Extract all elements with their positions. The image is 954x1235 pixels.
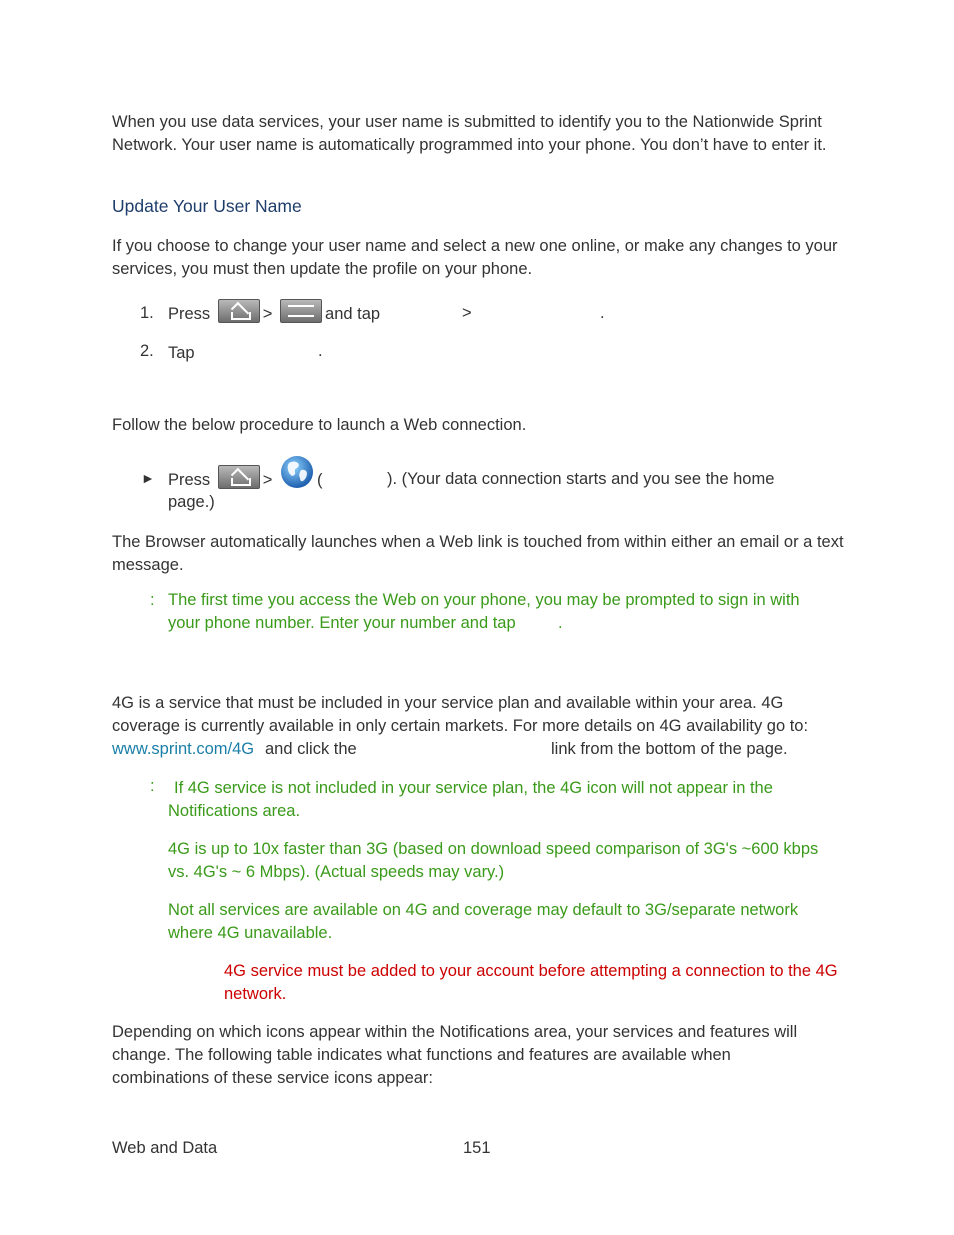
home-key-icon-2: [218, 465, 260, 489]
step-1-number: 1.: [140, 304, 154, 322]
launch-paragraph: Follow the below procedure to launch a Web connection.: [112, 416, 527, 434]
home-key-icon: [218, 299, 260, 323]
sprint-4g-link[interactable]: www.sprint.com/4G: [112, 740, 255, 758]
note-1-colon: :: [150, 591, 155, 609]
fourg-line-1: 4G is a service that must be included in your service plan and available within your area. 4G: [112, 694, 784, 712]
step-1-press: Press: [168, 305, 211, 323]
browser-globe-icon: [279, 454, 315, 490]
step-2-number: 2.: [140, 342, 154, 360]
warning-text: 4G service must be added to your account before attempting a connection to the 4G network.: [224, 962, 838, 1003]
note-2-item-3: Not all services are available on 4G and coverage may default to 3G/separate network where 4G unavailable.: [168, 901, 799, 942]
footer-page-number: 151: [463, 1139, 491, 1157]
fourg-and-click: and click the: [265, 740, 357, 758]
footer-section: Web and Data: [112, 1139, 218, 1157]
launch-line2: page.): [168, 493, 215, 511]
note-1-line-2: your phone number. Enter your number and tap: [168, 614, 516, 632]
note-1-line-1: The first time you access the Web on your phone, you may be prompted to sign in with: [168, 591, 800, 609]
browser-paragraph: The Browser automatically launches when a Web link is touched from within either an email or a text message.: [112, 533, 844, 574]
note-2-item-2: 4G is up to 10x faster than 3G (based on download speed comparison of 3G's ~600 kbps vs. 4G's ~ 6 Mbps). (Actual speeds may vary.): [168, 840, 819, 881]
update-paragraph: If you choose to change your user name and select a new one online, or make any changes to your services, you must then update the profile on your phone.: [112, 237, 838, 278]
step-1: [168, 296, 848, 324]
fourg-line-2: coverage is currently available in only certain markets. For more details on 4G availability go to:: [112, 717, 809, 735]
menu-key-icon: [280, 299, 322, 323]
intro-paragraph: When you use data services, your user name is submitted to identify you to the Nationwide Sprint Network. Your user name is automatically programmed into your phone. You don’t have to enter it.: [112, 113, 827, 154]
step-1-end: .: [600, 304, 605, 322]
note-1-end: .: [558, 614, 563, 632]
step-1-and-tap: and tap: [325, 305, 381, 323]
note-2-colon: :: [150, 777, 155, 795]
launch-result: ). (Your data connection starts and you see the home: [387, 470, 775, 488]
launch-open-paren: (: [317, 471, 323, 489]
step-2-tap: Tap: [168, 344, 195, 362]
step-1-separator: >: [262, 305, 273, 323]
launch-separator: >: [262, 471, 273, 489]
fourg-link-end: link from the bottom of the page.: [551, 740, 788, 758]
step-1-separator-2: >: [462, 304, 472, 322]
depending-paragraph: Depending on which icons appear within the Notifications area, your services and features will change. The following table indicates what functions and features are available when combinations of these service icons appear:: [112, 1023, 798, 1087]
launch-press: Press: [168, 471, 211, 489]
step-2-end: .: [318, 342, 323, 360]
note-2-item-1: If 4G service is not included in your service plan, the 4G icon will not appear in the Notifications area.: [168, 779, 773, 820]
update-user-name-heading: Update Your User Name: [112, 196, 302, 216]
launch-bullet: ►: [141, 470, 155, 486]
